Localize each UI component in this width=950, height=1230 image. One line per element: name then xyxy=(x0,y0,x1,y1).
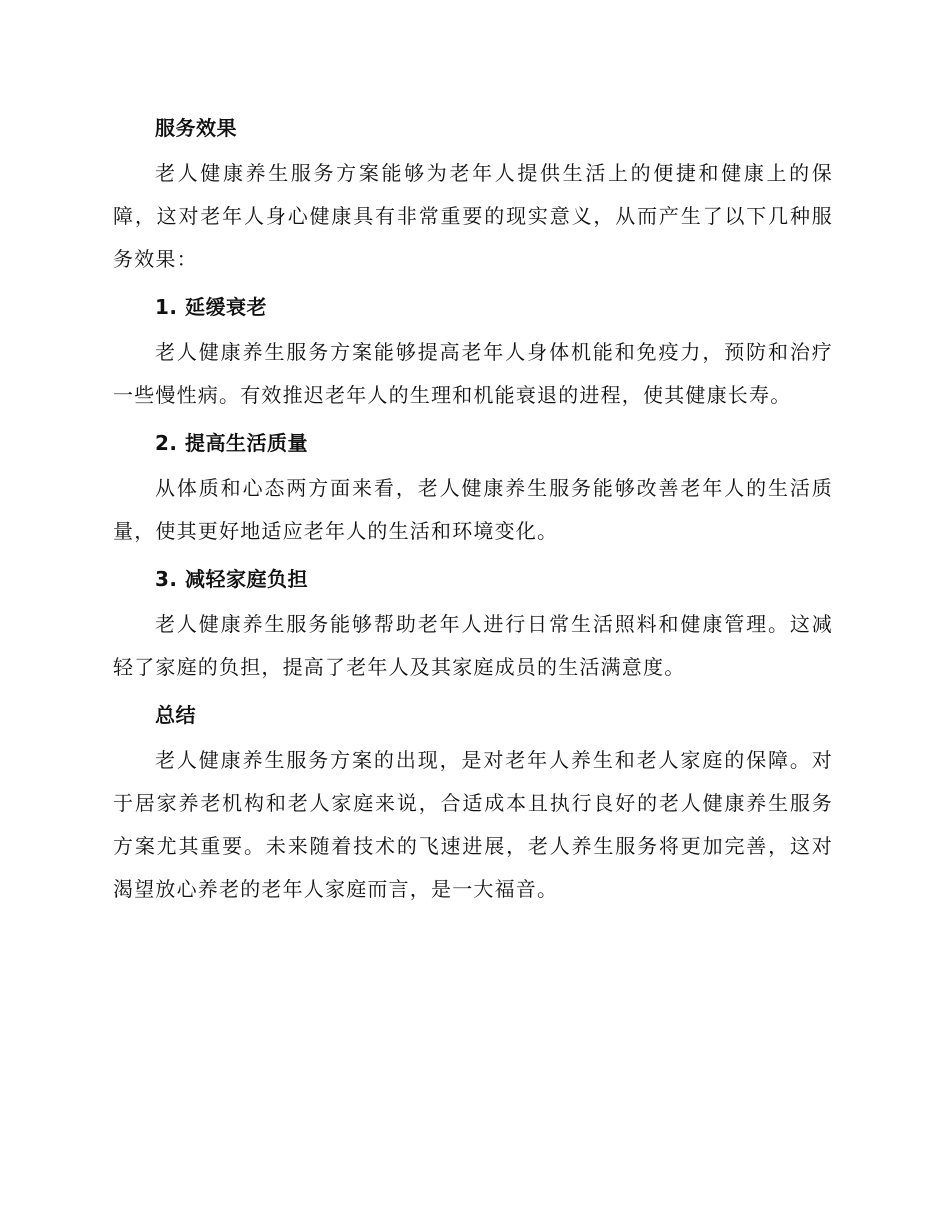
section-heading-summary: 总结 xyxy=(155,703,196,727)
paragraph-service-effect: 老人健康养生服务方案能够为老年人提供生活上的便捷和健康上的保障，这对老年人身心健康具有非常重要的现实意义，从而产生了以下几种服务效果： xyxy=(113,161,833,271)
paragraph-delay-aging: 老人健康养生服务方案能够提高老年人身体机能和免疫力，预防和治疗一些慢性病。有效推迟老年人的生理和机能衰退的进程，使其健康长寿。 xyxy=(113,340,833,407)
paragraph-quality-of-life: 从体质和心态两方面来看，老人健康养生服务能够改善老年人的生活质量，使其更好地适应老年人的生活和环境变化。 xyxy=(113,476,833,543)
section-heading-quality-of-life: 2. 提高生活质量 xyxy=(155,431,308,455)
section-heading-family-burden: 3. 减轻家庭负担 xyxy=(155,567,308,591)
paragraph-family-burden: 老人健康养生服务能够帮助老年人进行日常生活照料和健康管理。这减轻了家庭的负担，提高了老年人及其家庭成员的生活满意度。 xyxy=(113,612,833,679)
section-heading-service-effect: 服务效果 xyxy=(155,116,237,140)
section-heading-delay-aging: 1. 延缓衰老 xyxy=(155,295,267,319)
document-body xyxy=(113,108,833,917)
paragraph-summary: 老人健康养生服务方案的出现，是对老年人养生和老人家庭的保障。对于居家养老机构和老人家庭来说，合适成本且执行良好的老人健康养生服务方案尤其重要。未来随着技术的飞速进展，老人养生服务将更加完善，这对渴望放心养老的老年人家庭而言，是一大福音。 xyxy=(113,748,833,901)
